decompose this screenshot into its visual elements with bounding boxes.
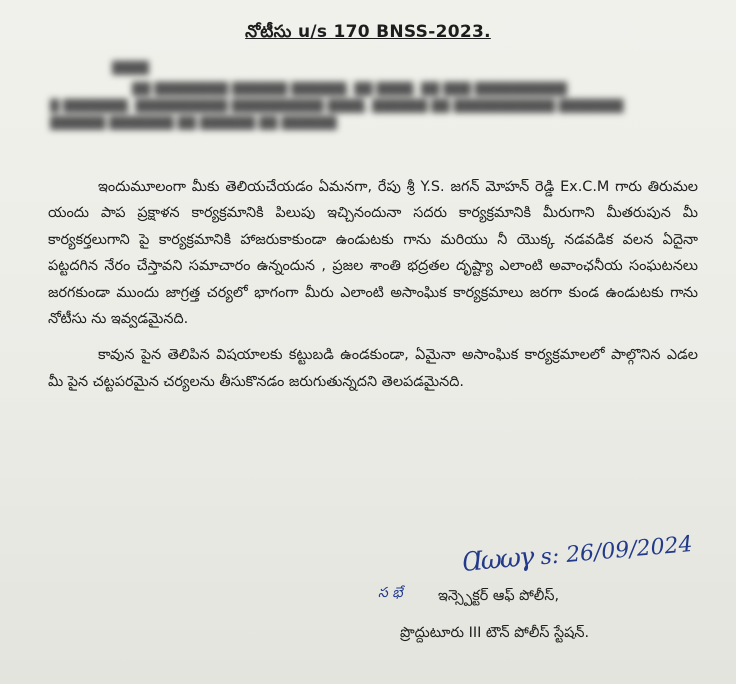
officer-designation: ఇన్స్పెక్టర్ ఆఫ్ పోలీస్,: [438, 588, 560, 604]
redacted-addressee-block: [50, 60, 700, 132]
signature-date: s: 26/09/2024: [539, 531, 694, 571]
notice-body: [48, 174, 698, 395]
notice-title: నోటీసు u/s 170 BNSS-2023.: [245, 22, 491, 42]
police-station-name: ప్రొద్దుటూరు III టౌన్ పోలీస్ స్టేషన్.: [400, 625, 590, 641]
redacted-address-line-3: ██████ ███████ ██ ██████ ██ ██████: [50, 116, 337, 130]
redacted-address-line-1: ██ ████████ ██████ ██████, ██ ████, ██ ███ ██████████: [132, 82, 567, 96]
handwritten-initial: స భే: [378, 585, 403, 601]
handwritten-signature: [461, 528, 694, 578]
body-paragraph-1: ఇందుమూలంగా మీకు తెలియచేయడం ఏమనగా, రేపు శ్రీ Y.S. జగన్ మోహన్ రెడ్డి Ex.C.M గారు తిరుమల యందు పాప ప్రక్షాళన కార్యక్రమానికి పిలుపు ఇచ్చినందునా సదరు కార్యక్రమానికి మీరుగాని మీతరుపున మీ కార్యకర్తలుగాని పై కార్యక్రమానికి హాజరుకాకుండా ఉండుటకు గాను మరియు నీ యొక్క నడవడిక వలన ఏదైనా పట్టదగిన నేరం చేస్తావని సమాచారం ఉన్నందున , ప్రజల శాంతి భద్రతల దృష్ట్యా ఎలాంటి అవాంఛనీయ సంఘటనలు జరగకుండా ముందు జాగ్రత్త చర్యలో భాగంగా మీరు ఎలాంటి అసాంఘిక కార్యక్రమాలు జరగా కుండ ఉండుటకు గాను నోటీసు ను ఇవ్వడమైనది.: [48, 179, 698, 328]
signature-scribble: Ɑωωγ: [461, 541, 534, 578]
redacted-to-line: ████: [112, 61, 149, 75]
body-paragraph-2: కావున పైన తెలిపిన విషయాలకు కట్టుబడి ఉండకుండా, ఏమైనా అసాంఘిక కార్యక్రమాలలో పాల్గొనిన ఎడల మీ పైన చట్టపరమైన చర్యలను తీసుకొనడం జరుగుతున్నదని తెలపడమైనది.: [48, 347, 698, 390]
redacted-address-line-2: █ ███████, ██████████ ██████████ ████, ██████ ██ ███████████ ███████: [50, 99, 624, 113]
